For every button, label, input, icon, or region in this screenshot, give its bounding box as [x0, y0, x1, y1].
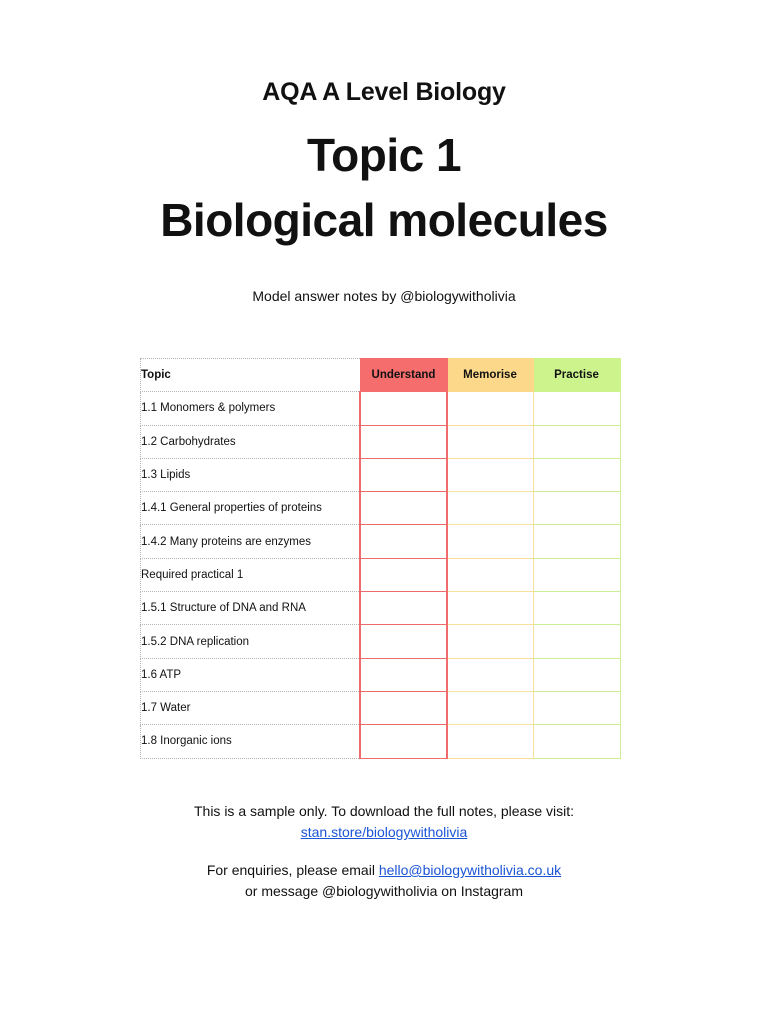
row-topic: 1.3 Lipids: [141, 458, 361, 491]
row-topic: 1.2 Carbohydrates: [141, 425, 361, 458]
sample-notice: This is a sample only. To download the full notes, please visit:: [193, 803, 575, 819]
practise-checkbox-cell[interactable]: [533, 625, 620, 658]
understand-checkbox-cell[interactable]: [360, 725, 447, 758]
progress-tracker-table: [140, 358, 621, 759]
memorise-checkbox-cell[interactable]: [447, 625, 533, 658]
memorise-checkbox-cell[interactable]: [447, 592, 533, 625]
table-row: [141, 592, 621, 625]
table-row: [141, 725, 621, 758]
row-topic: 1.7 Water: [141, 691, 361, 724]
row-topic: 1.1 Monomers & polymers: [141, 392, 361, 425]
author-byline: Model answer notes by @biologywitholivia: [252, 288, 516, 304]
topic-subtitle: Biological molecules: [160, 194, 608, 246]
understand-checkbox-cell[interactable]: [360, 658, 447, 691]
practise-checkbox-cell[interactable]: [533, 691, 620, 724]
table-row: [141, 425, 621, 458]
memorise-checkbox-cell[interactable]: [447, 492, 533, 525]
topic-title: Topic 1: [306, 129, 462, 181]
memorise-checkbox-cell[interactable]: [447, 425, 533, 458]
understand-checkbox-cell[interactable]: [360, 625, 447, 658]
understand-checkbox-cell[interactable]: [360, 458, 447, 491]
table-row: [141, 558, 621, 591]
memorise-checkbox-cell[interactable]: [447, 525, 533, 558]
enquiry-prefix: For enquiries, please email: [206, 862, 379, 878]
row-topic: 1.8 Inorganic ions: [141, 725, 361, 758]
understand-checkbox-cell[interactable]: [360, 592, 447, 625]
practise-checkbox-cell[interactable]: [533, 492, 620, 525]
understand-checkbox-cell[interactable]: [360, 392, 447, 425]
memorise-checkbox-cell[interactable]: [447, 392, 533, 425]
table-row: [141, 458, 621, 491]
header-topic: Topic: [141, 359, 361, 392]
practise-checkbox-cell[interactable]: [533, 458, 620, 491]
understand-checkbox-cell[interactable]: [360, 525, 447, 558]
practise-checkbox-cell[interactable]: [533, 392, 620, 425]
enquiry-line: [0, 862, 768, 878]
understand-checkbox-cell[interactable]: [360, 425, 447, 458]
row-topic: 1.6 ATP: [141, 658, 361, 691]
table-row: [141, 658, 621, 691]
course-name: AQA A Level Biology: [262, 78, 506, 106]
practise-checkbox-cell[interactable]: [533, 725, 620, 758]
header-practise: Practise: [533, 359, 620, 392]
practise-checkbox-cell[interactable]: [533, 658, 620, 691]
instagram-note: or message @biologywitholivia on Instagram: [244, 883, 523, 899]
memorise-checkbox-cell[interactable]: [447, 558, 533, 591]
table-row: [141, 492, 621, 525]
understand-checkbox-cell[interactable]: [360, 691, 447, 724]
row-topic: 1.5.2 DNA replication: [141, 625, 361, 658]
row-topic: 1.4.2 Many proteins are enzymes: [141, 525, 361, 558]
email-link[interactable]: hello@biologywitholivia.co.uk: [378, 862, 562, 878]
practise-checkbox-cell[interactable]: [533, 558, 620, 591]
row-topic: 1.5.1 Structure of DNA and RNA: [141, 592, 361, 625]
understand-checkbox-cell[interactable]: [360, 492, 447, 525]
table-row: [141, 392, 621, 425]
store-link-line: [0, 824, 768, 840]
practise-checkbox-cell[interactable]: [533, 425, 620, 458]
practise-checkbox-cell[interactable]: [533, 592, 620, 625]
table-row: [141, 625, 621, 658]
memorise-checkbox-cell[interactable]: [447, 691, 533, 724]
understand-checkbox-cell[interactable]: [360, 558, 447, 591]
memorise-checkbox-cell[interactable]: [447, 458, 533, 491]
row-topic: Required practical 1: [141, 558, 361, 591]
header-memorise: Memorise: [447, 359, 533, 392]
memorise-checkbox-cell[interactable]: [447, 725, 533, 758]
table-row: [141, 691, 621, 724]
row-topic: 1.4.1 General properties of proteins: [141, 492, 361, 525]
table-header-row: [141, 359, 621, 392]
practise-checkbox-cell[interactable]: [533, 525, 620, 558]
store-link[interactable]: stan.store/biologywitholivia: [300, 824, 468, 840]
table-row: [141, 525, 621, 558]
header-understand: Understand: [360, 359, 447, 392]
memorise-checkbox-cell[interactable]: [447, 658, 533, 691]
